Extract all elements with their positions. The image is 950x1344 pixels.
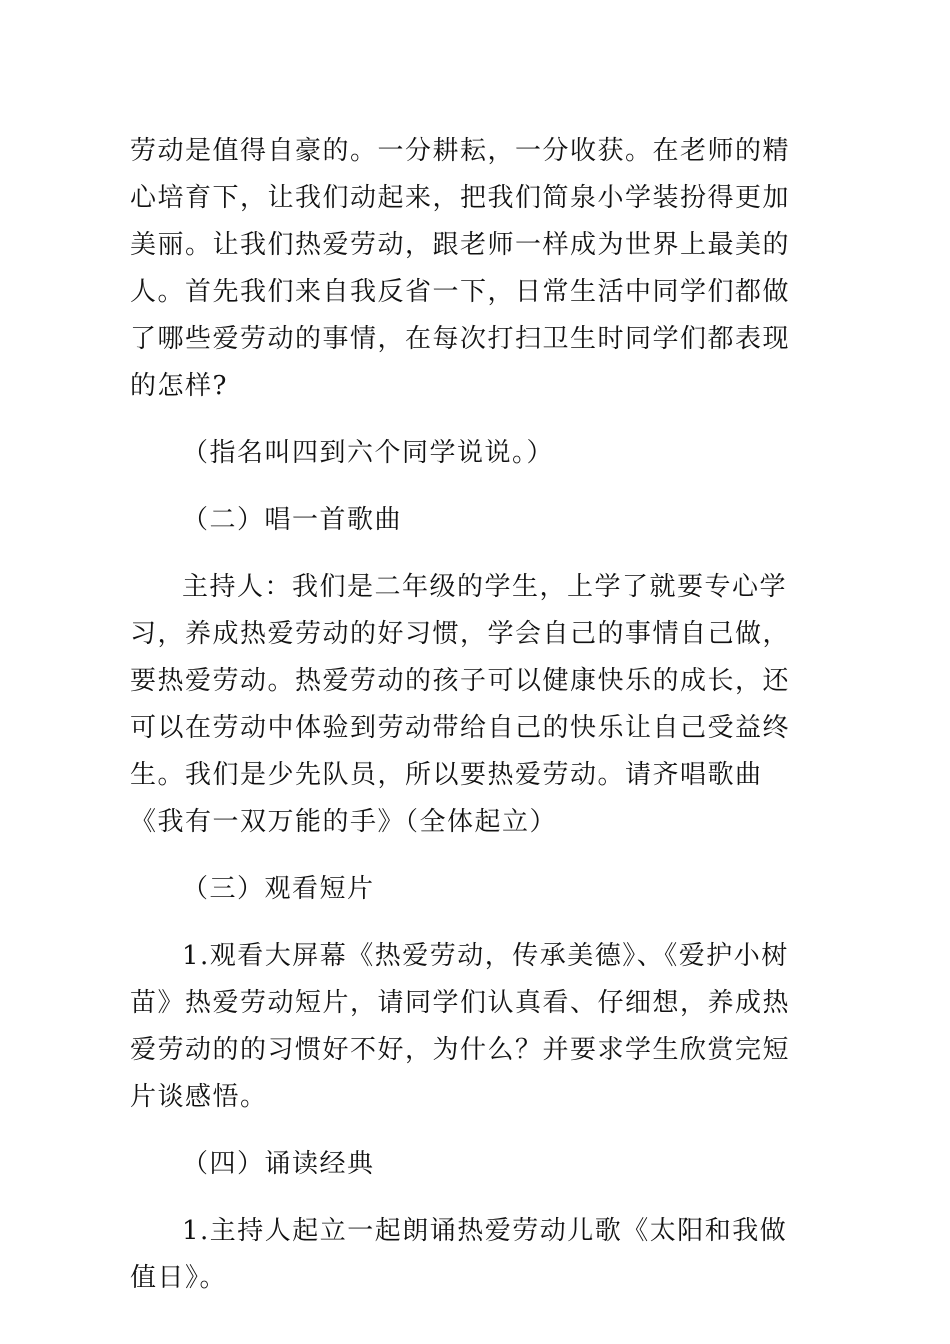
section-heading-recital: （四）诵读经典: [182, 1149, 375, 1179]
paragraph-instruction: （指名叫四到六个同学说说。）: [182, 438, 555, 468]
document-body: [130, 128, 810, 1302]
paragraph-recital-task: 1.主持人起立一起朗诵热爱劳动儿歌《太阳和我做值日》。: [130, 1216, 788, 1293]
paragraph-intro: 劳动是值得自豪的。一分耕耘，一分收获。在老师的精心培育下，让我们动起来，把我们简泉小学装扮得更加美丽。让我们热爱劳动，跟老师一样成为世界上最美的人。首先我们来自我反省一下，日常生活中同学们都做了哪些爱劳动的事情，在每次打扫卫生时同学们都表现的怎样?: [130, 136, 791, 401]
paragraph-video-task: 1.观看大屏幕《热爱劳动，传承美德》、《爱护小树苗》热爱劳动短片，请同学们认真看、仔细想，养成热爱劳动的的习惯好不好，为什么？并要求学生欣赏完短片谈感悟。: [130, 941, 791, 1112]
section-heading-video: （三）观看短片: [182, 874, 375, 904]
paragraph-host-speech: 主持人：我们是二年级的学生，上学了就要专心学习，养成热爱劳动的好习惯，学会自己的事情自己做，要热爱劳动。热爱劳动的孩子可以健康快乐的成长，还可以在劳动中体验到劳动带给自己的快乐让自己受益终生。我们是少先队员，所以要热爱劳动。请齐唱歌曲《我有一双万能的手》（全体起立）: [130, 572, 791, 837]
section-heading-song: （二）唱一首歌曲: [182, 505, 403, 535]
